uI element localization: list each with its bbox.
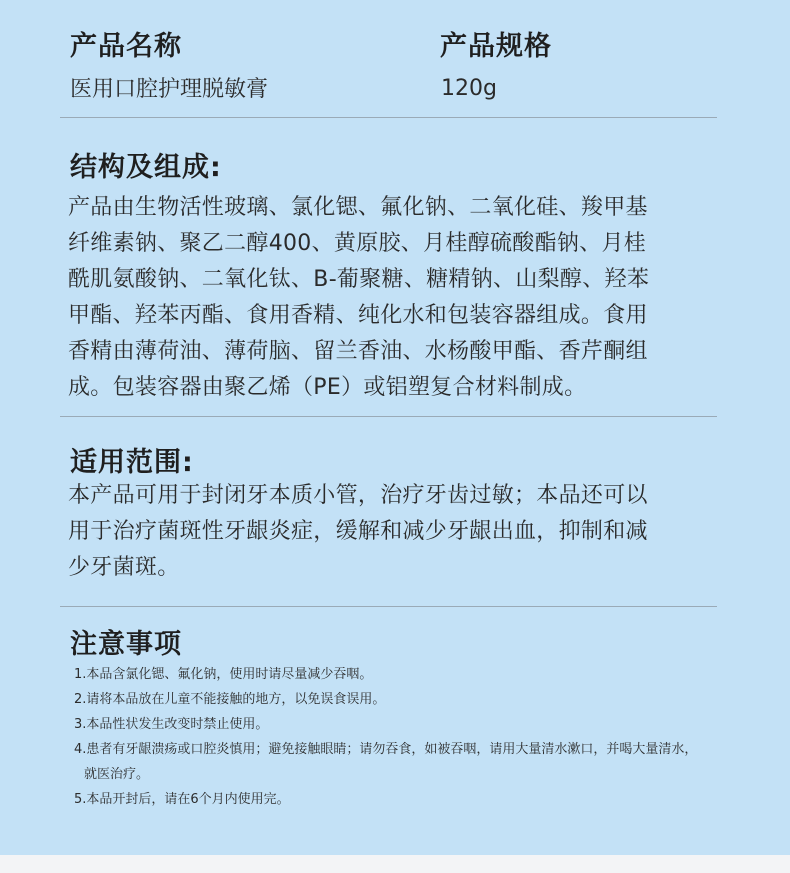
product-name-value: 医用口腔护理脱敏膏 <box>70 77 269 102</box>
notes-heading: 注意事项 <box>70 629 182 660</box>
divider-1 <box>60 117 717 118</box>
product-name-heading: 产品名称 <box>70 31 182 62</box>
scope-line: 少牙菌斑。 <box>68 555 180 580</box>
note-item: 1.本品含氯化锶、氟化钠，使用时请尽量减少吞咽。 <box>74 667 373 682</box>
divider-2 <box>60 416 717 417</box>
note-item-continuation: 就医治疗。 <box>84 767 150 782</box>
note-item <box>74 737 764 787</box>
composition-text <box>68 190 728 406</box>
composition-line: 产品由生物活性玻璃、氯化锶、氟化钠、二氧化硅、羧甲基 <box>68 195 648 220</box>
note-item: 2.请将本品放在儿童不能接触的地方，以免误食误用。 <box>74 692 386 707</box>
composition-heading: 结构及组成: <box>70 152 222 183</box>
note-item: 3.本品性状发生改变时禁止使用。 <box>74 717 269 732</box>
composition-line: 酰肌氨酸钠、二氧化钛、B-葡聚糖、糖精钠、山梨醇、羟苯 <box>68 267 650 292</box>
scope-line: 本产品可用于封闭牙本质小管，治疗牙齿过敏；本品还可以 <box>68 483 648 508</box>
note-item-text: 4.患者有牙龈溃疡或口腔炎慎用；避免接触眼睛；请勿吞食，如被吞咽，请用大量清水漱口，并喝大量清水， <box>74 742 698 757</box>
composition-line: 香精由薄荷油、薄荷脑、留兰香油、水杨酸甲酯、香芹酮组 <box>68 339 648 364</box>
composition-line: 成。包装容器由聚乙烯（PE）或铝塑复合材料制成。 <box>68 375 587 400</box>
notes-list <box>74 662 764 812</box>
divider-3 <box>60 606 717 607</box>
product-spec-heading: 产品规格 <box>440 31 552 62</box>
composition-line: 甲酯、羟苯丙酯、食用香精、纯化水和包装容器组成。食用 <box>68 303 648 328</box>
scope-text <box>68 478 728 586</box>
composition-line: 纤维素钠、聚乙二醇400、黄原胶、月桂醇硫酸酯钠、月桂 <box>68 231 647 256</box>
product-spec-value: 120g <box>441 76 497 101</box>
scope-heading: 适用范围: <box>70 447 194 478</box>
scope-line: 用于治疗菌斑性牙龈炎症，缓解和减少牙龈出血，抑制和减 <box>68 519 648 544</box>
note-item: 5.本品开封后，请在6个月内使用完。 <box>74 792 290 807</box>
